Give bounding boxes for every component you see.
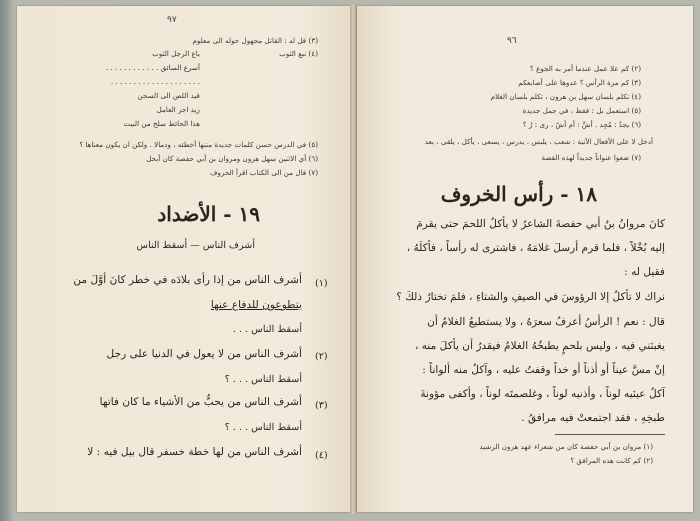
- left-exercise-4f: هذا الحائط سلخ من البيت: [123, 119, 200, 128]
- left-item-4-number: (٤): [315, 450, 328, 461]
- right-body-line-9: طبخِهِ ، فقد اجتمعتْ فيه مرافقُ .: [521, 412, 665, 424]
- right-body-line-7: إنْ مسَّ عيناً أو أذناً أو خداً وقفتُ عليه ، وآكلُ منه ألواناً :: [422, 364, 665, 376]
- left-item-3-number: (٣): [315, 400, 328, 411]
- left-item-1-line-3: أسقط الناس . . .: [232, 324, 302, 335]
- right-exercise-6: (٦) يجدُ : مُجِد . أشِّ : أم أشّ ، رى : رُ ؟: [522, 120, 641, 129]
- right-page: [357, 6, 693, 512]
- right-body-line-2: إليه بُخْلاً ، فلما قرم أرسلَ غلامَهُ ، فاشترى له رأساً ، فأكلَهُ ،: [406, 242, 665, 254]
- left-exercise-4e: زيد اجر العامل: [156, 105, 200, 114]
- left-item-2-line-2: أسقط الناس . . . ؟: [224, 374, 302, 385]
- right-exercise-6b: أدخل لا على الأفعال الآتية : شعب ، يلبس ، يدرس ، يسعى ، يأكل ، يلقى ، بعد: [424, 137, 653, 146]
- left-subheading: أشرف الناس — أسقط الناس: [136, 240, 255, 251]
- left-page-number: ٩٧: [167, 15, 177, 25]
- right-body-line-3: فقيل له :: [624, 266, 665, 278]
- left-lesson-heading: ١٩ - الأضداد: [157, 202, 260, 226]
- right-body-line-5: قال : نعم ! الرأسُ أعرفُ سعرَهُ ، ولا يستطيعُ الغلامُ أن: [427, 316, 665, 328]
- left-item-4-line-1: أشرف الناس من لها خطة خسفر قال بيل فيه : لا: [87, 446, 302, 458]
- book-spine: [350, 4, 357, 514]
- right-exercise-4: (٤) تكلم بلسان سهل بن هرون ، تكلم بلسان الغلام: [490, 92, 641, 101]
- left-item-1-line-2: يتطوعون للدفاع عنها: [210, 299, 302, 311]
- left-exercise-4b: أسرع السائق . . . . . . . . . . . .: [105, 63, 200, 72]
- right-footnote-2: (٢) كم كانت هذه المرافق ؟: [570, 456, 653, 465]
- right-exercise-2: (٢) كم علا عمل عندما أمر به الجوع ؟: [529, 64, 641, 73]
- right-page-number: ٩٦: [507, 36, 517, 46]
- left-item-3-line-2: أسقط الناس . . . ؟: [224, 422, 302, 433]
- left-exercise-4d: قيد اللص الى السجن: [137, 91, 200, 100]
- left-exercise-4-answer: باع الرجل الثوب: [152, 49, 200, 58]
- right-body-line-1: كانَ مروانُ بنُ أبي حفصةَ الشاعرُ لا يأكلُ اللحمَ حتى يقرمَ: [416, 218, 665, 230]
- left-item-1-line-1: أشرف الناس من إذا رأى بلادَه في خطر كانَ أوَّلَ من: [73, 274, 302, 286]
- right-lesson-heading: ١٨ - رأس الخروف: [440, 182, 597, 206]
- left-exercise-4c: . . . . . . . . . . . . . . . . . . . .: [110, 77, 200, 86]
- right-body-line-8: آكلُ عينَيه لوناً ، وأذنيه لوناً ، وغلصمتَه لوناً ، وأكفى مؤونةَ: [420, 388, 665, 400]
- left-item-2-number: (٢): [315, 351, 328, 362]
- left-item-3-line-1: أشرف الناس من يحبُّ من الأشياء ما كان فاتها: [99, 396, 302, 408]
- right-body-line-6: يغبنَني فيه ، وليس بلحمٍ يطبخُهُ الغلامُ فيقدرُ أن يأكلَ منه ،: [414, 340, 665, 352]
- right-footnote-1: (١) مروان بن أبي حفصة كان من شعراء عهد هرون الرشيد: [479, 442, 653, 451]
- left-item-2-line-1: أشرف الناس من لا يعول في الدنيا على رجل: [106, 348, 302, 360]
- left-item-1-number: (١): [315, 278, 328, 289]
- footnote-separator: [555, 434, 665, 435]
- right-exercise-5: (٥) استعمل بل : فقط ، في جمل جديدة: [522, 106, 641, 115]
- right-body-line-4: نراك لا تأكلُ إلا الرؤوسَ في الصيفِ والشتاءِ ، فلمَ تختارُ ذلكَ ؟: [396, 291, 665, 303]
- right-exercise-3: (٣) كم مرة الرأس ؟ عدوها على أصابعكم: [518, 78, 641, 87]
- left-exercise-6: (٦) أي الاثنين سهل هرون ومروان بن أبي حفصة كان أبخل: [146, 154, 318, 163]
- left-page: [17, 6, 350, 512]
- left-exercise-5: (٥) في الدرس حسن كلمات جديدة منتها أخطئه ، ودمالا . ولكن ان يكون معناها ؟: [79, 140, 318, 149]
- left-exercise-4: (٤) نبع الثوب: [279, 49, 318, 58]
- left-exercise-7: (٧) قال من الى الكتاب اقرأ الحروف: [210, 168, 318, 177]
- left-exercise-3: (٣) قل له : القاتل مجهول حوله الى معلوم: [192, 36, 318, 45]
- right-exercise-7: (٧) ضعوا عنواناً جديداً لهذه القصة: [541, 153, 641, 162]
